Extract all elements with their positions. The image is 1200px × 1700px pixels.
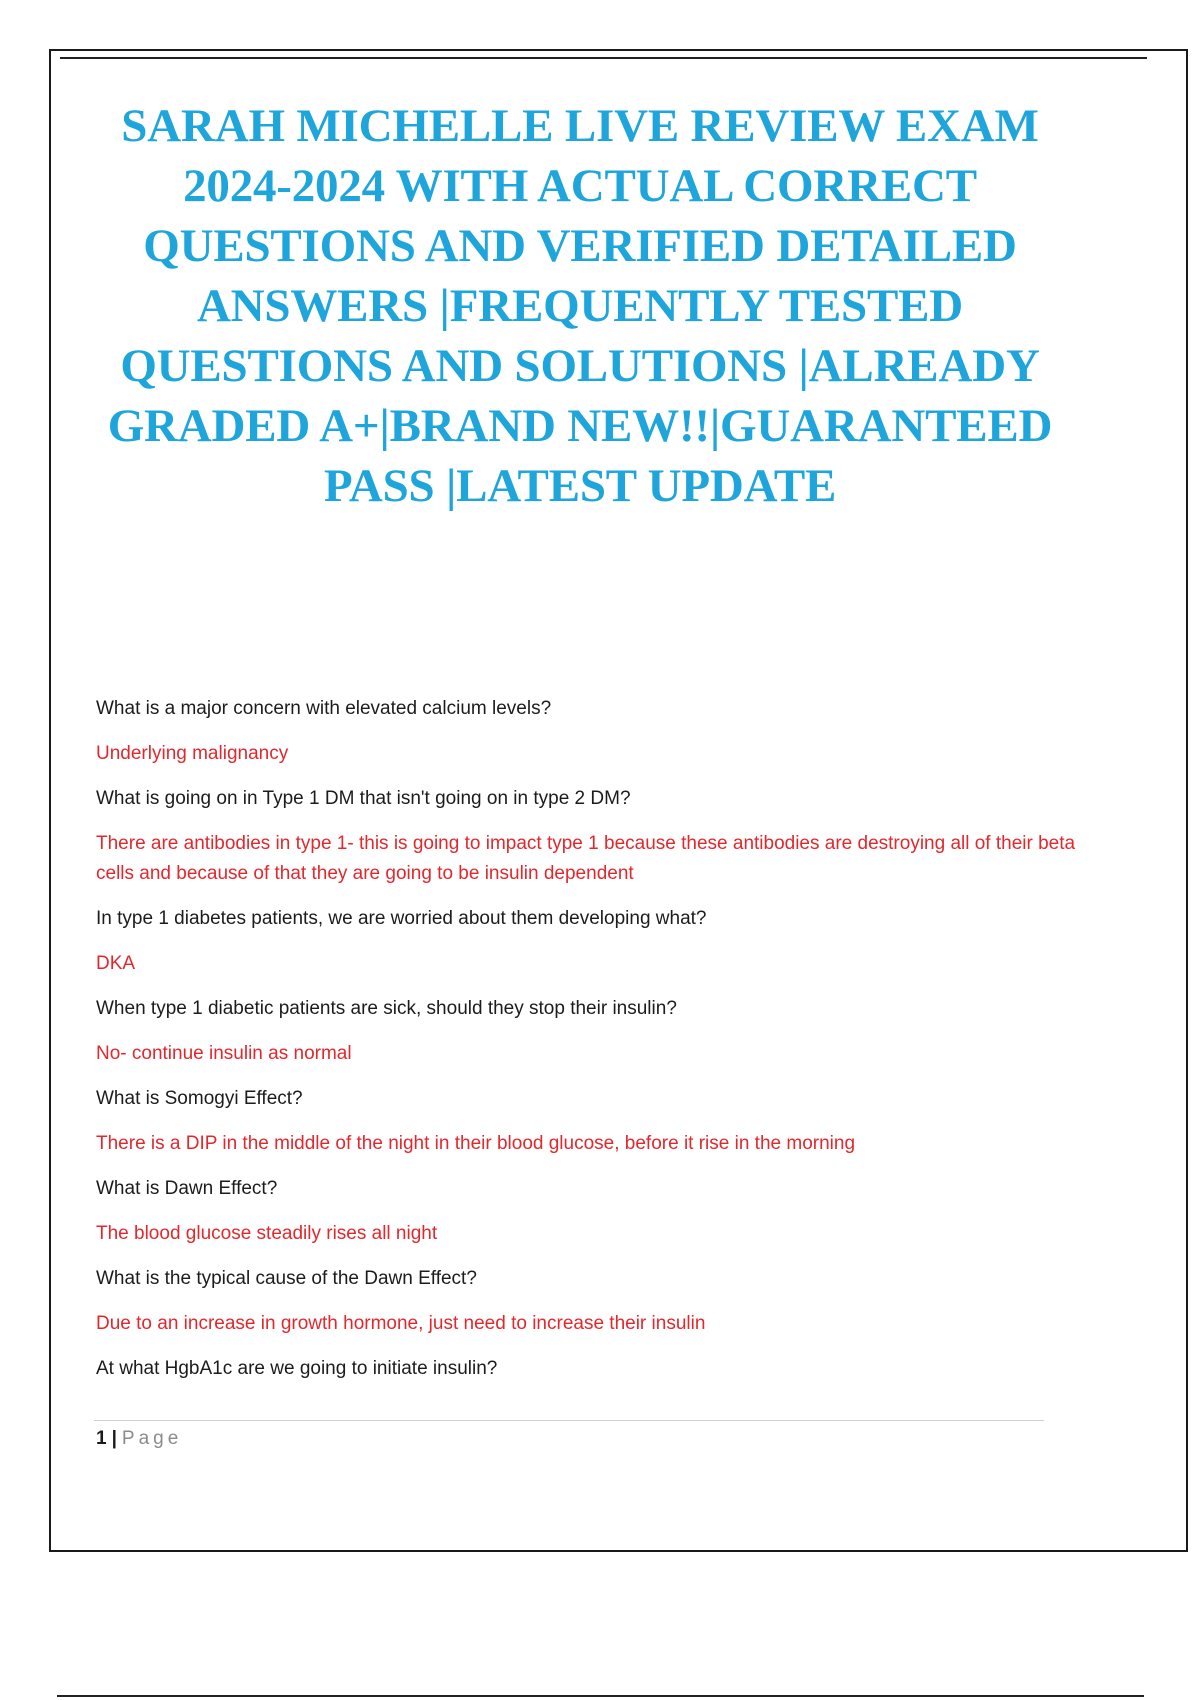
page-separator: | [111, 1428, 117, 1449]
page-number: 1 [96, 1428, 107, 1449]
answer-1: Underlying malignancy [96, 743, 289, 764]
question-8: At what HgbA1c are we going to initiate insulin? [96, 1358, 498, 1379]
question-4: When type 1 diabetic patients are sick, should they stop their insulin? [96, 998, 677, 1019]
top-rule [60, 57, 1147, 59]
answer-6: The blood glucose steadily rises all night [96, 1223, 438, 1244]
answer-4: No- continue insulin as normal [96, 1043, 352, 1064]
answer-5: There is a DIP in the middle of the night in their blood glucose, before it rise in the morning [96, 1133, 856, 1154]
page-label: Page [121, 1428, 183, 1449]
qa-list [96, 694, 1086, 1399]
question-2: What is going on in Type 1 DM that isn't going on in type 2 DM? [96, 788, 631, 809]
question-1: What is a major concern with elevated calcium levels? [96, 698, 552, 719]
document-title: SARAH MICHELLE LIVE REVIEW EXAM 2024-2024 WITH ACTUAL CORRECT QUESTIONS AND VERIFIED DETAILED ANSWERS |FREQUENTLY TESTED QUESTIONS AND SOLUTIONS |ALREADY GRADED A+|BRAND NEW!!|GUARANTEED PASS |LATEST UPDATE [107, 100, 1053, 512]
question-5: What is Somogyi Effect? [96, 1088, 303, 1109]
next-page-rule [57, 1695, 1144, 1697]
answer-2: There are antibodies in type 1- this is going to impact type 1 because these antibodies are destroying all of their beta cells and because of that they are going to be insulin dependent [96, 833, 1076, 884]
question-3: In type 1 diabetes patients, we are worried about them developing what? [96, 908, 707, 929]
footer-rule [94, 1420, 1044, 1421]
answer-3: DKA [96, 953, 136, 974]
question-7: What is the typical cause of the Dawn Effect? [96, 1268, 477, 1289]
answer-7: Due to an increase in growth hormone, just need to increase their insulin [96, 1313, 706, 1334]
question-6: What is Dawn Effect? [96, 1178, 278, 1199]
page-footer [96, 1427, 182, 1451]
